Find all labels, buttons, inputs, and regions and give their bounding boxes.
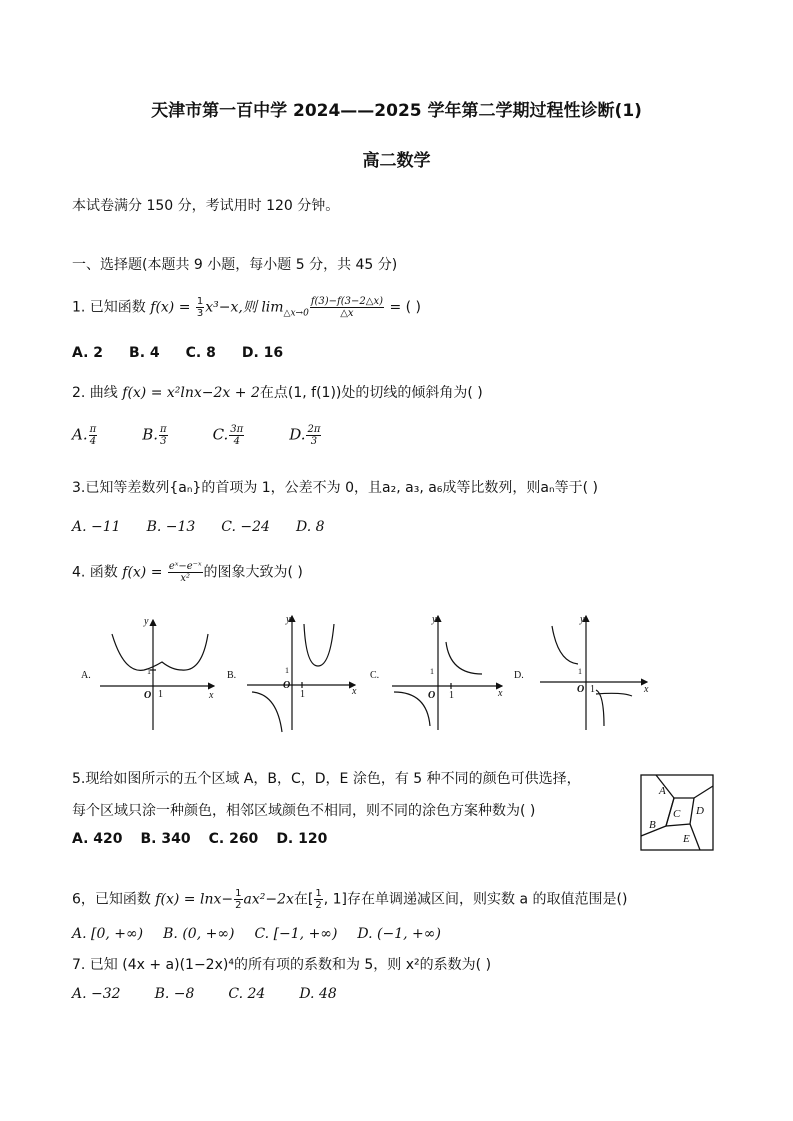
option-d: D. $\frac{2\pi}{3}$	[289, 424, 321, 447]
option-c: C. [−1, +∞)	[254, 926, 338, 942]
svg-text:D.: D.	[514, 670, 524, 681]
svg-text:y: y	[144, 616, 149, 627]
option-b: B. 340	[140, 831, 191, 847]
question-1: 1. 已知函数 f(x) = $\frac{1}{3}$ x³−x,则 $\lim_{\triangle x\to 0}$ $\frac{f(3)-f(3-2\triangle x)}{\triangle x}$ = ( )	[72, 296, 422, 319]
question-4: 4. 函数 f(x) = $\frac{\text{eˣ−e⁻ˣ}}{\text{x²}}$ 的图象大致为( )	[72, 561, 303, 584]
option-b: B. −8	[154, 986, 195, 1002]
svg-text:A: A	[659, 785, 666, 797]
option-a: A. $\frac{\pi}{4}$	[72, 424, 97, 447]
graph-a	[100, 620, 214, 730]
question-4-graphs	[72, 612, 662, 737]
svg-text:1: 1	[158, 689, 163, 700]
option-b: B. $\frac{\pi}{3}$	[142, 424, 167, 447]
question-1-options	[72, 345, 309, 361]
question-5-line1: 5.现给如图所示的五个区域 A，B，C，D，E 涂色，有 5 种不同的颜色可供选择，	[72, 771, 581, 787]
question-2-options	[72, 424, 348, 447]
svg-text:C.: C.	[370, 670, 380, 681]
svg-text:B: B	[649, 819, 656, 831]
option-d: D. 8	[295, 519, 325, 535]
option-b: B. (0, +∞)	[163, 926, 235, 942]
svg-text:A.: A.	[81, 670, 91, 681]
option-d: D. 16	[241, 345, 284, 361]
svg-text:x: x	[498, 688, 503, 699]
question-3: 3.已知等差数列{aₙ}的首项为 1，公差不为 0，且a₂, a₃, a₆成等比数列，则aₙ等于( )	[72, 480, 598, 496]
question-6: 6，已知函数 f(x) = lnx− $\frac{1}{2}$ ax²−2x在[ $\frac{1}{2}$ , 1]存在单调递减区间，则实数 a 的取值范围是()	[72, 888, 628, 911]
option-c: C. −24	[221, 519, 270, 535]
option-a: A. [0, +∞)	[72, 926, 144, 942]
svg-text:1: 1	[449, 690, 454, 701]
question-3-options	[72, 519, 351, 535]
svg-text:1: 1	[147, 667, 151, 676]
svg-text:D: D	[696, 805, 704, 817]
svg-text:x: x	[209, 690, 214, 701]
question-7-options	[72, 986, 363, 1002]
option-c: C. 260	[208, 831, 259, 847]
question-2: 2. 曲线 f(x) = x²lnx−2x + 2在点(1, f(1))处的切线的倾斜角为( )	[72, 385, 483, 401]
option-c: C. 8	[185, 345, 216, 361]
graph-b	[247, 616, 355, 732]
page-title: 天津市第一百中学 2024——2025 学年第二学期过程性诊断(1)	[151, 101, 642, 121]
option-a: A. 2	[72, 345, 104, 361]
exam-intro: 本试卷满分 150 分，考试用时 120 分钟。	[72, 198, 340, 214]
svg-text:y: y	[580, 614, 585, 625]
svg-text:O: O	[144, 690, 152, 701]
question-5-options	[72, 831, 353, 847]
option-d: D. 120	[276, 831, 328, 847]
svg-text:1: 1	[285, 666, 289, 675]
region-diagram	[640, 774, 715, 852]
svg-text:x: x	[352, 686, 357, 697]
svg-text:O: O	[283, 680, 291, 691]
svg-text:y: y	[286, 614, 291, 625]
question-5-line2: 每个区域只涂一种颜色，相邻区域颜色不相同，则不同的涂色方案种数为( )	[72, 803, 536, 819]
svg-text:1: 1	[300, 689, 305, 700]
page-subtitle: 高二数学	[362, 151, 431, 171]
svg-text:x: x	[644, 684, 649, 695]
option-a: A. −32	[72, 986, 121, 1002]
option-c: C. $\frac{3\pi}{4}$	[212, 424, 244, 447]
option-a: A. −11	[72, 519, 121, 535]
graph-d	[540, 616, 647, 730]
svg-text:O: O	[577, 684, 585, 695]
svg-text:E: E	[683, 833, 690, 845]
question-7: 7. 已知 (4x + a)(1−2x)⁴的所有项的系数和为 5，则 x²的系数为( )	[72, 957, 492, 973]
option-c: C. 24	[228, 986, 266, 1002]
svg-text:1: 1	[590, 684, 595, 695]
graph-c	[392, 616, 502, 730]
section-heading: 一、选择题(本题共 9 小题，每小题 5 分，共 45 分)	[72, 257, 398, 273]
option-d: D. 48	[299, 986, 337, 1002]
option-a: A. 420	[72, 831, 123, 847]
question-6-options	[72, 926, 467, 942]
option-d: D. (−1, +∞)	[357, 926, 441, 942]
svg-text:1: 1	[578, 667, 582, 676]
svg-text:1: 1	[430, 667, 434, 676]
svg-text:C: C	[673, 808, 681, 820]
svg-text:B.: B.	[227, 670, 237, 681]
option-b: B. 4	[129, 345, 160, 361]
svg-text:y: y	[432, 614, 437, 625]
option-b: B. −13	[146, 519, 196, 535]
svg-text:O: O	[428, 690, 436, 701]
